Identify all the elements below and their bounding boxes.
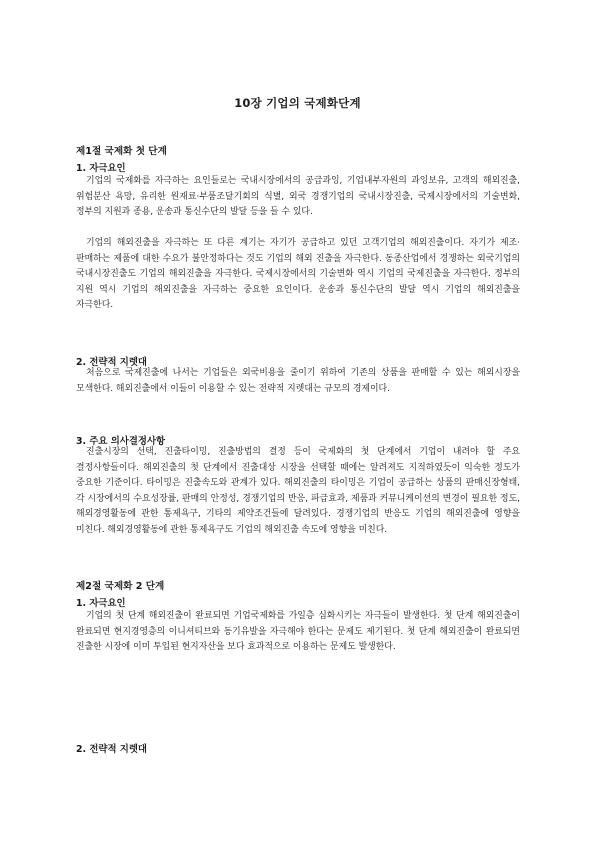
section1-sub2-heading: 2. 전략적 지렛대 xyxy=(76,357,147,368)
section2-heading: 제2절 국제화 2 단계 xyxy=(76,581,165,592)
section2-sub2-heading: 2. 전략적 지렛대 xyxy=(76,744,147,755)
section1-sub3-paragraph-1: 진출시장의 선택, 진출타이밍, 진출방법의 결정 등이 국제화의 첫 단계에서 기업이 내려야 할 주요 결정사항들이다. 해외진출의 첫 단계에서 진출대상 시장을 선택할 때에는 알려져도 지적하였듯이 익숙한 정도가 중요한 기준이다. 타이밍은 진출속도와 관계가 있다. 해외진출의 타이밍은 기업이 공급하는 상품의 판매신장형태, 각 시장에서의 수요성장률, 판매의 안정성, 경쟁기업의 반응, 파급효과, 제품과 커뮤니케이션의 변경이 필요한 정도, 해외경영활동에 관한 통제욕구, 기타의 제약조건들에 달려있다. 경쟁기업의 반응도 기업의 해외진출에 영향을 미친다. 해외경영활동에 관한 통제욕구도 기업의 해외진출 속도에 영향을 미친다. xyxy=(76,447,520,535)
section2-sub1-paragraph-1: 기업의 첫 단계 해외진출이 완료되면 기업국제화를 가일층 심화시키는 자극들이 발생한다. 첫 단계 해외진출이 완료되면 현지경영층의 이니셔티브와 동기유발을 자극해야 한다는 문제도 제기된다. 첫 단계 해외진출이 완료되면 진출한 시장에 이미 투입된 현지자산을 보다 효과적으로 이용하는 문제도 발생한다. xyxy=(76,611,520,653)
section1-sub1-heading: 1. 자극요인 xyxy=(76,163,126,174)
section2-sub1-heading: 1. 자극요인 xyxy=(76,598,126,609)
chapter-title: 10장 기업의 국제화단계 xyxy=(234,96,361,110)
section1-sub1-paragraph-2: 기업의 해외진출을 자극하는 또 다른 계기는 자기가 공급하고 있던 고객기업의 해외진출이다. 자기가 제조·판매하는 제품에 대한 수요가 불안정하다는 것도 기업의 해외 진출을 자극한다. 동종산업에서 경쟁하는 외국기업의 국내시장진출도 기업의 해외진출을 자극한다. 국제시장에서의 기술변화 역시 기업의 국제진출을 자극한다. 정부의 지원 역시 기업의 해외진출을 자극하는 중요한 요인이다. 운송과 통신수단의 발달 역시 기업의 해외진출을 자극한다. xyxy=(76,238,520,311)
section1-sub2-paragraph-1: 처음으로 국제진출에 나서는 기업들은 외국비용을 줄이기 위하여 기존의 상품을 판매할 수 있는 해외시장을 모색한다. 해외진출에서 이들이 이용할 수 있는 전략적 지렛대는 규모의 경제이다. xyxy=(76,368,520,394)
section1-sub1-paragraph-1: 기업의 국제화를 자극하는 요인들로는 국내시장에서의 공급과잉, 기업내부자원의 과잉보유, 고객의 해외진출, 위험분산 욕망, 유리한 원재료·부품조달기회의 식별, 외국 경쟁기업의 국내시장진출, 국제시장에서의 기술변화, 정부의 지원과 종용, 운송과 통신수단의 발달 등을 들 수 있다. xyxy=(76,176,520,218)
section1-heading: 제1절 국제화 첫 단계 xyxy=(76,146,167,157)
section1-sub3-heading: 3. 주요 의사결정사항 xyxy=(76,436,166,447)
